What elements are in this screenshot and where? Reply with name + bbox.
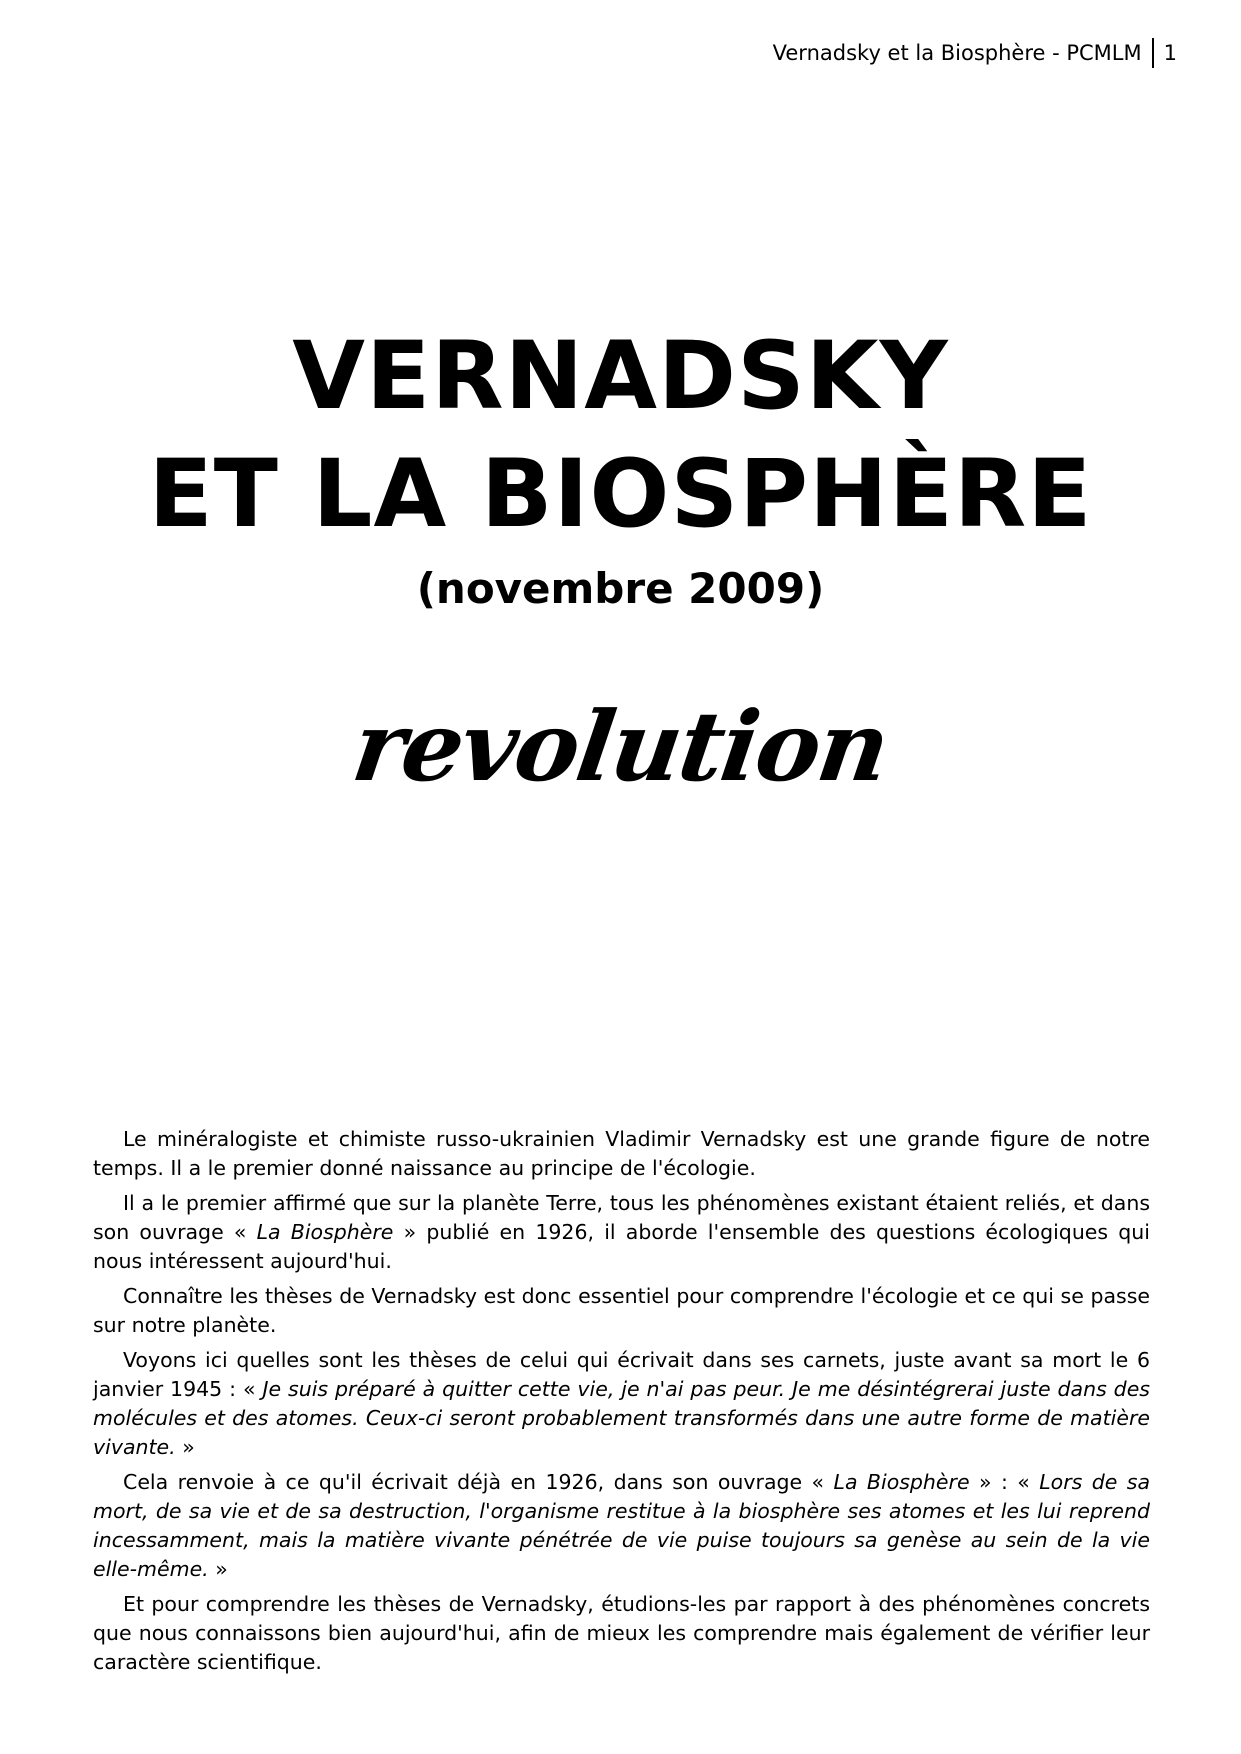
book-title: La Biosphère (833, 1470, 970, 1494)
paragraph-text: Voyons ici quelles sont les thèses de celui qui écrivait dans ses carnets, juste avant sa mort le 6 janvier 1945 : « (93, 1348, 1150, 1401)
paragraph-text: Cela renvoie à ce qu'il écrivait déjà en 1926, dans son ouvrage « (123, 1470, 834, 1494)
paragraph-text: » : « (969, 1470, 1040, 1494)
title-line-1: VERNADSKY (292, 322, 949, 431)
paragraph (93, 1282, 1150, 1340)
page-number: 1 (1163, 41, 1177, 65)
revolution-logo: revolution (346, 690, 895, 803)
quote-text: Lors de sa mort, de sa vie et de sa destruction, l'organisme restitue à la biosphère ses atomes et les lui reprend incessamment, mais la matière vivante pénétrée de vie puise toujours sa genèse au sein de la vie elle-même. (93, 1470, 1151, 1581)
quote-text: Je suis préparé à quitter cette vie, je n'ai pas peur. Je me désintégrerai juste dans des molécules et des atomes. Ceux-ci seront probablement transformés dans une autre forme de matière vivante. (93, 1377, 1150, 1459)
paragraph-text: Il a le premier affirmé que sur la planète Terre, tous les phénomènes existant étaient reliés, et dans son ouvrage « (93, 1191, 1150, 1244)
header-separator (1152, 38, 1154, 68)
paragraph-text: » (208, 1557, 228, 1581)
running-header (773, 38, 1177, 68)
paragraph (93, 1346, 1150, 1462)
paragraph (93, 1468, 1150, 1584)
paragraph (93, 1189, 1150, 1276)
title-line-2: ET LA BIOSPHÈRE (148, 440, 1093, 549)
paragraph-text: Et pour comprendre les thèses de Vernadsky, étudions-les par rapport à des phénomènes concrets que nous connaissons bien aujourd'hui, afin de mieux les comprendre mais également de vérifier leur caractère scientifique. (93, 1592, 1150, 1674)
running-title: Vernadsky et la Biosphère - PCMLM (772, 41, 1142, 65)
paragraph-text: Le minéralogiste et chimiste russo-ukrainien Vladimir Vernadsky est une grande figure de notre temps. Il a le premier donné naissance au principe de l'écologie. (93, 1127, 1150, 1180)
paragraph-text: » (175, 1435, 195, 1459)
body-text (93, 1125, 1150, 1683)
title-block (0, 318, 1241, 613)
book-title: La Biosphère (256, 1220, 394, 1244)
paragraph-text: » publié en 1926, il aborde l'ensemble des questions écologiques qui nous intéressent aujourd'hui. (93, 1220, 1150, 1273)
paragraph (93, 1125, 1150, 1183)
paragraph-text: Connaître les thèses de Vernadsky est donc essentiel pour comprendre l'écologie et ce qui se passe sur notre planète. (93, 1284, 1150, 1337)
subtitle-date: (novembre 2009) (416, 564, 825, 613)
paragraph (93, 1590, 1150, 1677)
